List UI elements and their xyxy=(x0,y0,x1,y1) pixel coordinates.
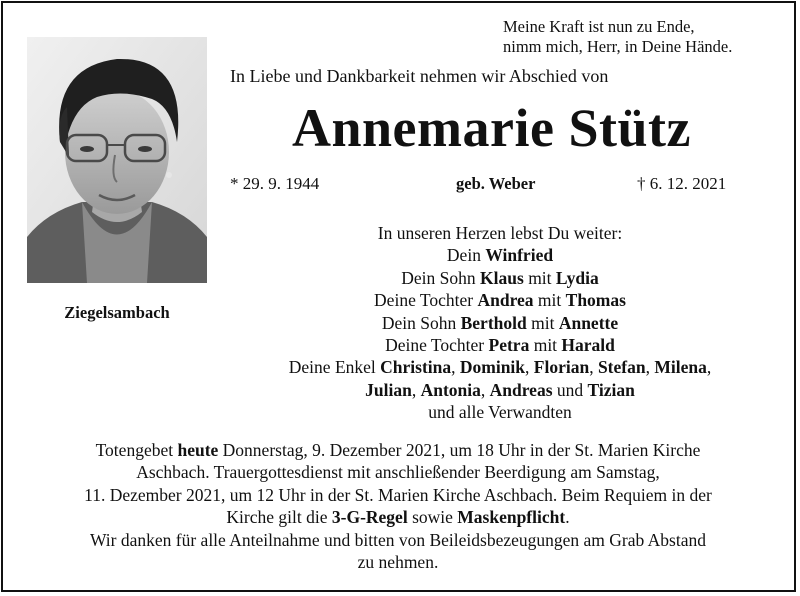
farewell-intro: In Liebe und Dankbarkeit nehmen wir Abschied von xyxy=(230,66,609,86)
mourner-name: Berthold xyxy=(460,312,527,333)
portrait-illustration xyxy=(27,37,207,283)
motto-line: nimm mich, Herr, in Deine Hände. xyxy=(503,37,733,56)
motto-verse xyxy=(503,17,732,57)
mourners-list xyxy=(230,222,770,424)
grandchildren-line: Deine Enkel Christina, Dominik, Florian, Stefan, Milena, xyxy=(288,357,712,378)
mourner-name: Winfried xyxy=(485,245,554,266)
mourner-line: Dein Winfried xyxy=(446,245,554,266)
deceased-name: Annemarie Stütz xyxy=(292,98,691,158)
service-line: Totengebet heute Donnerstag, 9. Dezember 2021, um 18 Uhr in der St. Marien Kirche xyxy=(95,440,701,460)
motto-line: Meine Kraft ist nun zu Ende, xyxy=(503,17,695,36)
mourner-name: Thomas xyxy=(565,290,626,311)
service-line: 11. Dezember 2021, um 12 Uhr in der St. Marien Kirche Aschbach. Beim Requiem in der xyxy=(84,484,712,505)
death-date: † 6. 12. 2021 xyxy=(637,174,727,193)
mourner-line: Dein Sohn Berthold mit Annette xyxy=(381,312,619,333)
service-line: zu nehmen. xyxy=(357,552,439,573)
mourners-heading: In unseren Herzen lebst Du weiter: xyxy=(377,223,623,243)
service-details xyxy=(10,439,786,573)
birth-date: * 29. 9. 1944 xyxy=(230,174,320,193)
mourners-closing: und alle Verwandten xyxy=(428,402,572,423)
service-line: Kirche gilt die 3-G-Regel sowie Maskenpflicht. xyxy=(226,507,570,528)
mourner-name: Lydia xyxy=(555,267,599,288)
mourner-name: Annette xyxy=(558,312,619,333)
mourner-name: Klaus xyxy=(480,267,524,288)
service-line: Aschbach. Trauergottesdienst mit anschließender Beerdigung am Samstag, xyxy=(136,462,660,483)
mourner-name: Andrea xyxy=(477,290,534,311)
portrait-photo xyxy=(27,37,207,283)
mourner-line: Deine Tochter Petra mit Harald xyxy=(385,335,615,356)
mourner-name: Harald xyxy=(561,335,615,356)
mourner-line: Deine Tochter Andrea mit Thomas xyxy=(374,290,626,311)
hometown-label: Ziegelsambach xyxy=(64,303,170,322)
mourner-name: Petra xyxy=(488,335,530,356)
maiden-name: geb. Weber xyxy=(456,174,536,193)
service-line: Wir danken für alle Anteilnahme und bitten von Beileidsbezeugungen am Grab Abstand xyxy=(89,529,706,550)
mourner-line: Dein Sohn Klaus mit Lydia xyxy=(401,267,599,288)
grandchildren-line: Julian, Antonia, Andreas und Tizian xyxy=(365,379,635,400)
